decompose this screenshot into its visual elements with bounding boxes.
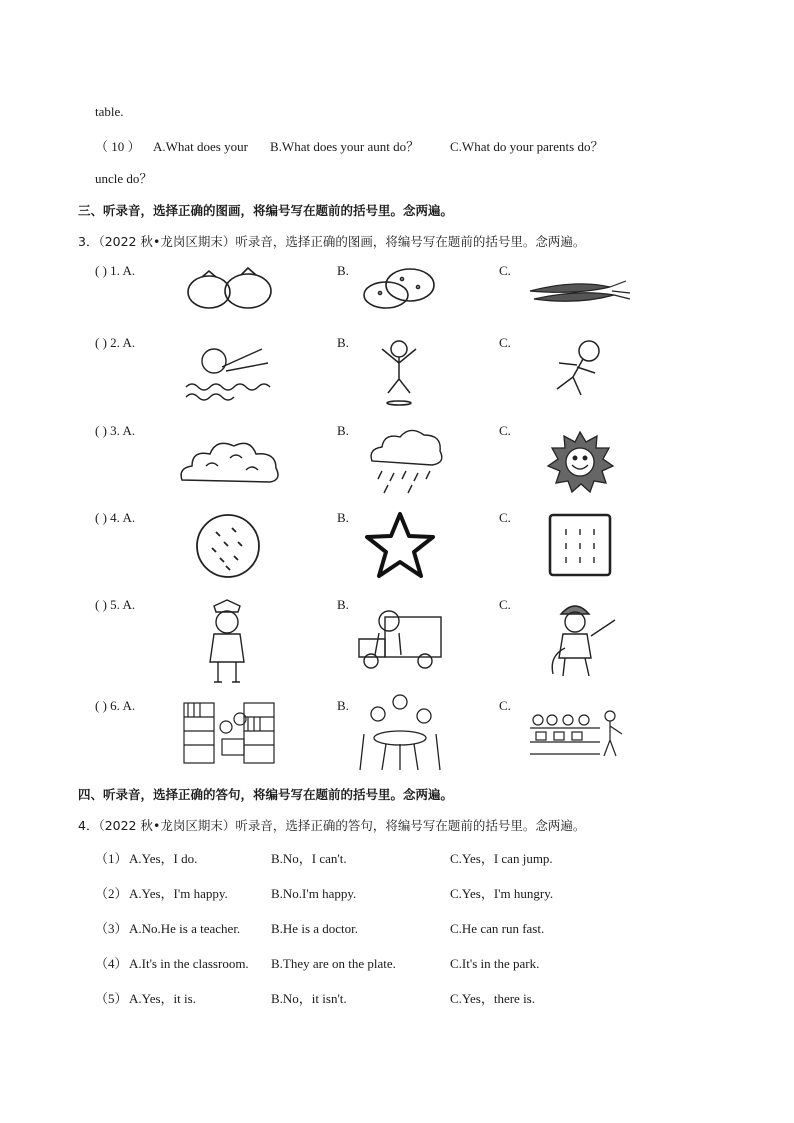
swimming-icon[interactable] bbox=[182, 337, 276, 405]
restaurant-icon[interactable] bbox=[356, 692, 444, 772]
answer-5-number: （5） bbox=[95, 991, 128, 1006]
rainy-icon[interactable] bbox=[366, 423, 446, 497]
header-line1: table. bbox=[95, 104, 124, 119]
answer-1-option-b: B.No，I can't. bbox=[271, 851, 347, 866]
answer-1-number: （1） bbox=[95, 851, 128, 866]
answer-5-option-c: C.Yes，there is. bbox=[450, 991, 535, 1006]
answer-4-option-a: A.It's in the classroom. bbox=[129, 956, 249, 971]
row4-b-label: B. bbox=[337, 510, 349, 525]
library-icon[interactable] bbox=[182, 699, 276, 767]
row5-b-label: B. bbox=[337, 597, 349, 612]
carrots-icon[interactable] bbox=[526, 265, 634, 310]
jumping-icon[interactable] bbox=[372, 335, 426, 407]
answer-2-option-c: C.Yes，I'm hungry. bbox=[450, 886, 554, 901]
potatoes-icon[interactable] bbox=[362, 265, 438, 310]
answer-5-option-b: B.No，it isn't. bbox=[271, 991, 347, 1006]
square-icon[interactable] bbox=[548, 513, 612, 577]
row1-b-label: B. bbox=[337, 263, 349, 278]
section3-prompt: 3．（2022 秋•龙岗区期末）听录音，选择正确的图画，将编号写在题前的括号里。念两遍。 bbox=[78, 234, 586, 249]
answer-3-option-a: A.No.He is a teacher. bbox=[129, 921, 241, 936]
cloudy-icon[interactable] bbox=[176, 432, 282, 488]
row3-c-label: C. bbox=[499, 423, 511, 438]
answer-2-option-a: A.Yes，I'm happy. bbox=[129, 886, 228, 901]
row4-c-label: C. bbox=[499, 510, 511, 525]
answer-4-number: （4） bbox=[95, 956, 128, 971]
supermarket-icon[interactable] bbox=[528, 706, 636, 760]
q10-option-a: A.What does your bbox=[153, 139, 248, 154]
row6-number: ( ) 6. A. bbox=[95, 698, 136, 713]
answer-1-option-c: C.Yes，I can jump. bbox=[450, 851, 553, 866]
row6-b-label: B. bbox=[337, 698, 349, 713]
answer-3-option-c: C.He can run fast. bbox=[450, 921, 545, 936]
q10-option-c: C.What do your parents do？ bbox=[450, 139, 604, 154]
row2-c-label: C. bbox=[499, 335, 511, 350]
row5-c-label: C. bbox=[499, 597, 511, 612]
section3-heading: 三、听录音，选择正确的图画，将编号写在题前的括号里。念两遍。 bbox=[78, 203, 454, 218]
row2-b-label: B. bbox=[337, 335, 349, 350]
header-line3: uncle do？ bbox=[95, 171, 153, 186]
q10-option-b: B.What does your aunt do？ bbox=[270, 139, 420, 154]
row3-b-label: B. bbox=[337, 423, 349, 438]
row2-number: ( ) 2. A. bbox=[95, 335, 136, 350]
row3-number: ( ) 3. A. bbox=[95, 423, 136, 438]
section4-heading: 四、听录音，选择正确的答句，将编号写在题前的括号里。念两遍。 bbox=[78, 787, 454, 802]
nurse-icon[interactable] bbox=[200, 596, 254, 688]
row4-number: ( ) 4. A. bbox=[95, 510, 136, 525]
sunny-icon[interactable] bbox=[545, 430, 615, 494]
circle-icon[interactable] bbox=[194, 512, 262, 580]
answer-4-option-b: B.They are on the plate. bbox=[271, 956, 396, 971]
tomatoes-icon[interactable] bbox=[185, 265, 275, 310]
answer-3-number: （3） bbox=[95, 921, 128, 936]
answer-4-option-c: C.It's in the park. bbox=[450, 956, 540, 971]
answer-2-option-b: B.No.I'm happy. bbox=[271, 886, 357, 901]
row5-number: ( ) 5. A. bbox=[95, 597, 136, 612]
section4-prompt: 4．（2022 秋•龙岗区期末）听录音，选择正确的答句，将编号写在题前的括号里。念两遍。 bbox=[78, 818, 586, 833]
fireman-icon[interactable] bbox=[543, 596, 619, 682]
answer-2-number: （2） bbox=[95, 886, 128, 901]
row1-number: ( ) 1. A. bbox=[95, 263, 136, 278]
row1-c-label: C. bbox=[499, 263, 511, 278]
answer-3-option-b: B.He is a doctor. bbox=[271, 921, 359, 936]
star-icon[interactable] bbox=[364, 511, 436, 579]
driver-icon[interactable] bbox=[355, 605, 445, 671]
row6-c-label: C. bbox=[499, 698, 511, 713]
running-icon[interactable] bbox=[545, 337, 607, 401]
q10-number: （ 10 ） bbox=[95, 139, 141, 154]
answer-1-option-a: A.Yes，I do. bbox=[129, 851, 198, 866]
answer-5-option-a: A.Yes，it is. bbox=[129, 991, 196, 1006]
